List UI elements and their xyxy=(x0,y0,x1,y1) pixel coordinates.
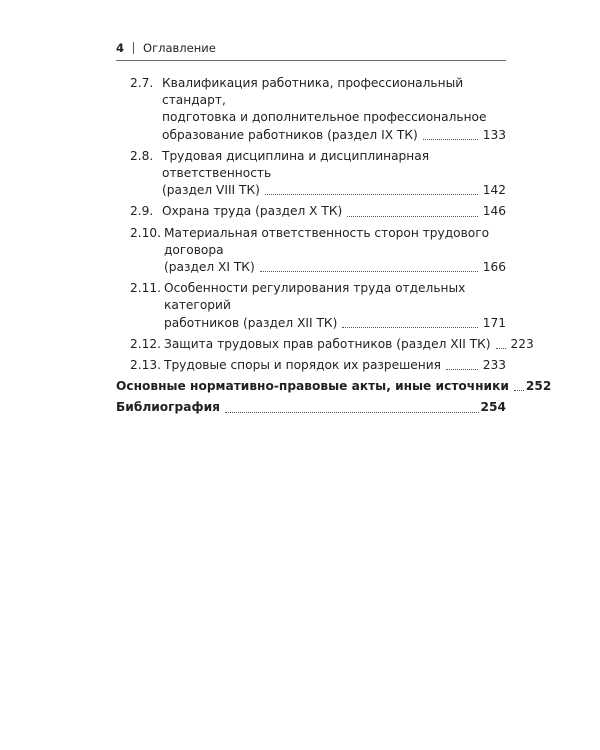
toc-entry-text: Квалификация работника, профессиональный стандарт, xyxy=(162,76,464,108)
dot-leader xyxy=(423,139,478,140)
toc-entry-number: 2.7. xyxy=(130,76,154,90)
toc-entry-text: Охрана труда (раздел X ТК) xyxy=(162,204,343,219)
header-title: Оглавление xyxy=(143,41,216,55)
toc-page-number: 252 xyxy=(525,379,552,394)
toc-page-number: 166 xyxy=(482,260,506,275)
toc-entry-text: Материальная ответственность сторон трудового договора xyxy=(164,225,490,257)
toc-page-number: 142 xyxy=(482,183,506,198)
dot-leader xyxy=(265,194,478,195)
toc-main-entry xyxy=(116,378,552,395)
toc-entry-text: работников (раздел XII ТК) xyxy=(164,315,338,330)
dot-leader xyxy=(260,271,478,272)
toc-page-number: 133 xyxy=(482,127,506,142)
toc-entry xyxy=(116,357,506,374)
toc-page-number: 233 xyxy=(482,358,506,373)
toc-entry-text: Особенности регулирования труда отдельных категорий xyxy=(164,281,466,313)
running-header xyxy=(116,41,506,55)
toc-entry xyxy=(116,225,506,277)
toc-entry xyxy=(116,148,506,200)
toc-entry-text: Защита трудовых прав работников (раздел XII ТК) xyxy=(164,336,491,351)
toc-entry xyxy=(116,280,506,332)
toc-main-entry-title: Основные нормативно-правовые акты, иные источники xyxy=(116,379,509,394)
toc-entry-number: 2.13. xyxy=(130,358,162,373)
toc-entry xyxy=(116,203,506,220)
toc-entry-number: 2.12. xyxy=(130,336,162,351)
toc-entry-number: 2.11. xyxy=(130,281,162,296)
toc-page-number: 171 xyxy=(482,315,506,330)
toc-entry-text: образование работников (раздел IX ТК) xyxy=(162,127,418,142)
header-rule xyxy=(116,60,506,61)
dot-leader xyxy=(446,369,478,370)
toc-entry xyxy=(116,336,534,353)
toc-entry-text: Трудовая дисциплина и дисциплинарная ответственность xyxy=(162,148,430,181)
toc-entry-number: 2.8. xyxy=(130,148,154,163)
toc-entry-number: 2.10. xyxy=(130,225,162,240)
dot-leader xyxy=(225,412,479,413)
dot-leader xyxy=(347,216,477,217)
dot-leader xyxy=(496,348,506,349)
dot-leader xyxy=(514,390,524,391)
toc-main-entry-title: Библиография xyxy=(116,400,220,415)
toc-entry-text: (раздел VIII ТК) xyxy=(162,183,260,198)
table-of-contents xyxy=(116,75,552,421)
toc-entry-text: подготовка и дополнительное профессиональное xyxy=(162,110,487,125)
page-number: 4 xyxy=(116,41,125,55)
toc-page-number: 223 xyxy=(510,336,534,351)
toc-entry-text: Трудовые споры и порядок их разрешения xyxy=(164,358,442,373)
toc-page-number: 146 xyxy=(482,204,506,219)
dot-leader xyxy=(342,327,477,328)
toc-entry-text: (раздел XI ТК) xyxy=(164,260,255,275)
toc-main-entry xyxy=(116,399,506,416)
toc-entry-number: 2.9. xyxy=(130,204,154,219)
header-separator xyxy=(133,42,134,54)
toc-entry xyxy=(116,75,506,144)
toc-page-number: 254 xyxy=(480,400,506,415)
